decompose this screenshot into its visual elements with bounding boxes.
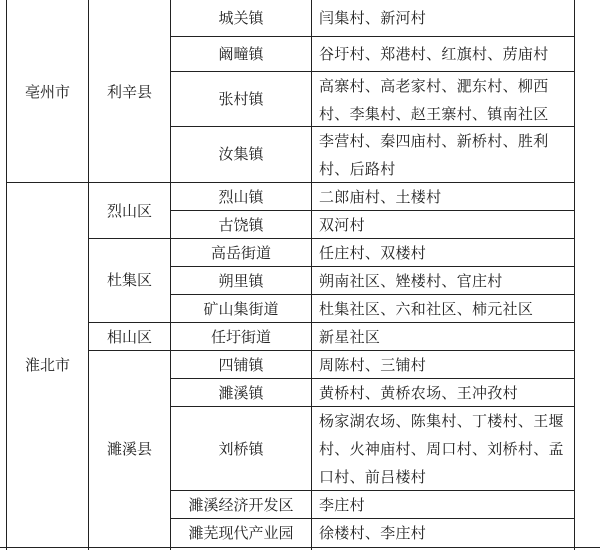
town-cell: 刘桥镇: [218, 440, 264, 458]
town-cell: 烈山镇: [218, 188, 264, 206]
town-cell: 濉溪镇: [218, 384, 264, 402]
villages-cell: 双河村: [319, 216, 365, 234]
town-cell: 任圩街道: [210, 328, 271, 346]
town-cell: 濉芜现代产业园: [188, 524, 294, 542]
county-cell: 濉溪县: [106, 440, 152, 458]
villages-cell: 杜集社区、六和社区、柿元社区: [319, 300, 534, 318]
villages-cell: 闫集村、新河村: [319, 9, 427, 27]
villages-cell: 高寨村、高老家村、淝东村、柳西村、李集村、赵王寨村、镇南社区: [319, 77, 549, 123]
county-cell: 烈山区: [106, 202, 152, 220]
county-cell: 相山区: [106, 328, 152, 346]
villages-cell: 任庄村、双楼村: [319, 244, 427, 262]
town-cell: 朔里镇: [218, 272, 264, 290]
villages-cell: 周陈村、三铺村: [319, 356, 427, 374]
town-cell: 张村镇: [218, 90, 264, 108]
town-cell: 高岳街道: [210, 244, 271, 262]
villages-cell: 李营村、秦四庙村、新桥村、胜利村、后路村: [319, 132, 549, 178]
villages-cell: 朔南社区、矬楼村、官庄村: [319, 272, 503, 290]
villages-cell: 李庄村: [319, 496, 365, 514]
villages-cell: 二郎庙村、土楼村: [319, 188, 442, 206]
town-cell: 阚疃镇: [218, 45, 264, 63]
town-cell: 城关镇: [218, 9, 264, 27]
town-cell: 古饶镇: [218, 216, 264, 234]
county-cell: 利辛县: [106, 83, 152, 101]
town-cell: 四铺镇: [218, 356, 264, 374]
town-cell: 濉溪经济开发区: [188, 496, 294, 514]
villages-cell: 新星社区: [319, 328, 381, 346]
town-cell: 矿山集街道: [203, 300, 279, 318]
villages-cell: 谷圩村、郑港村、红旗村、苈庙村: [319, 45, 549, 63]
town-cell: 汝集镇: [218, 145, 264, 163]
city-cell: 亳州市: [24, 83, 70, 101]
city-cell: 淮北市: [24, 356, 70, 374]
villages-cell: 杨家湖农场、陈集村、丁楼村、王堰村、火神庙村、周口村、刘桥村、孟口村、前吕楼村: [319, 412, 564, 486]
county-cell: 杜集区: [106, 271, 152, 289]
villages-cell: 黄桥村、黄桥农场、王冲孜村: [319, 384, 518, 402]
villages-cell: 徐楼村、李庄村: [319, 524, 427, 542]
